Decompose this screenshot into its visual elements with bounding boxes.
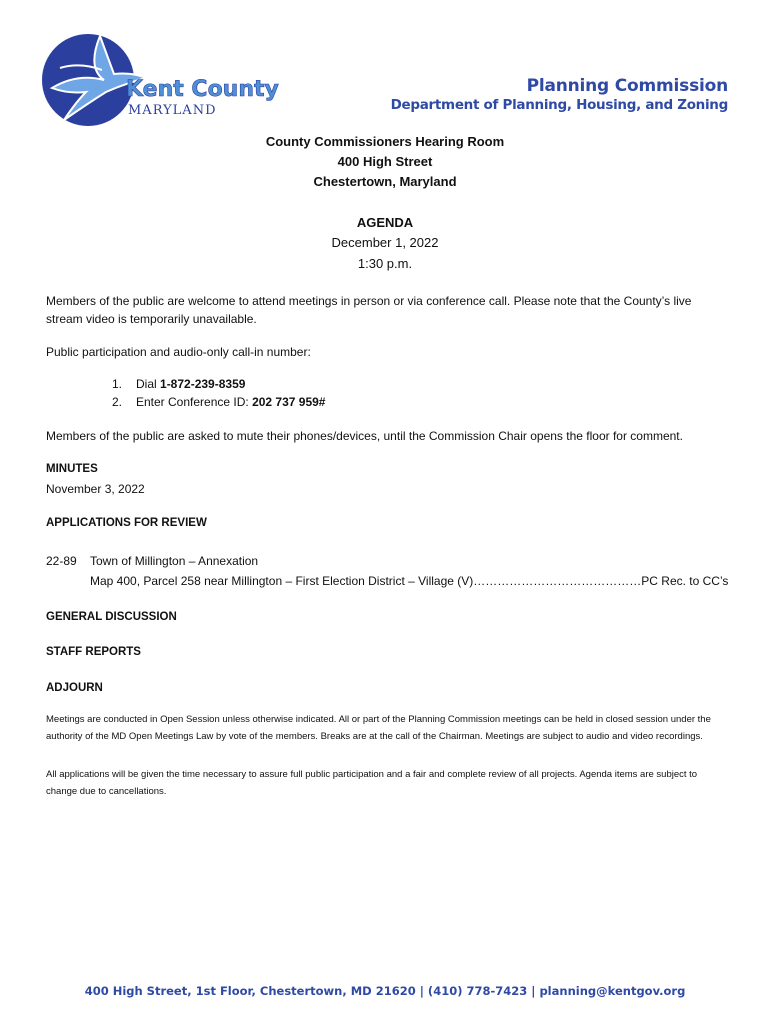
adjourn-heading: ADJOURN	[46, 682, 103, 694]
minutes-heading: MINUTES	[46, 463, 98, 475]
location-line-3: Chestertown, Maryland	[313, 174, 457, 189]
call-in-steps	[112, 375, 325, 411]
step-text: Dial	[136, 377, 161, 391]
general-discussion-heading: GENERAL DISCUSSION	[46, 611, 177, 623]
location-line-1: County Commissioners Hearing Room	[265, 134, 505, 149]
agenda-date: December 1, 2022	[331, 235, 439, 250]
mute-notice: Members of the public are asked to mute their phones/devices, until the Commission Chair opens the floor for comment.	[46, 429, 683, 443]
step-number: 2.	[112, 395, 123, 409]
call-in-label: Public participation and audio-only call-in number:	[46, 345, 311, 359]
conference-id: 202 737 959#	[252, 395, 326, 409]
location-line-2: 400 High Street	[337, 154, 433, 169]
application-title: Town of Millington – Annexation	[90, 554, 259, 568]
list-item	[112, 375, 325, 393]
step-number: 1.	[112, 377, 123, 391]
welcome-paragraph: Members of the public are welcome to attend meetings in person or via conference call. Please note that the County’s live stream video is temporarily unavailable.	[46, 294, 692, 326]
open-session-note: Meetings are conducted in Open Session unless otherwise indicated. All or part of the Planning Commission meetings can be held in closed session under the authority of the MD Open Meetings Law by vote of the members. Breaks are at the call of the Chairman. Meetings are subject to audio and video recordings.	[46, 714, 711, 742]
application-id: 22-89	[46, 554, 77, 568]
application-item	[46, 551, 728, 591]
application-detail: Map 400, Parcel 258 near Millington – First Election District – Village (V)……………………………………PC Rec. to CC’s	[90, 574, 729, 588]
agenda-time: 1:30 p.m.	[357, 256, 413, 271]
list-item	[112, 393, 325, 411]
kent-county-logo	[42, 28, 279, 128]
footer-contact: 400 High Street, 1st Floor, Chestertown, MD 21620 | (410) 778-7423 | planning@kentgov.org	[84, 984, 686, 998]
logo-text: Kent County	[126, 77, 279, 102]
dial-number: 1-872-239-8359	[160, 377, 246, 391]
staff-reports-heading: STAFF REPORTS	[46, 646, 141, 658]
org-title: Planning Commission	[526, 76, 728, 96]
agenda-title: AGENDA	[356, 215, 414, 230]
applications-heading: APPLICATIONS FOR REVIEW	[46, 517, 207, 529]
applications-note: All applications will be given the time necessary to assure full public participation and a fair and complete review of all projects. Agenda items are subject to change due to cancellations.	[46, 769, 698, 797]
org-subtitle: Department of Planning, Housing, and Zoning	[390, 97, 728, 113]
heron-logo-icon	[42, 28, 279, 128]
step-text: Enter Conference ID:	[136, 395, 253, 409]
minutes-date: November 3, 2022	[46, 482, 145, 496]
logo-subtext: MARYLAND	[128, 103, 217, 118]
